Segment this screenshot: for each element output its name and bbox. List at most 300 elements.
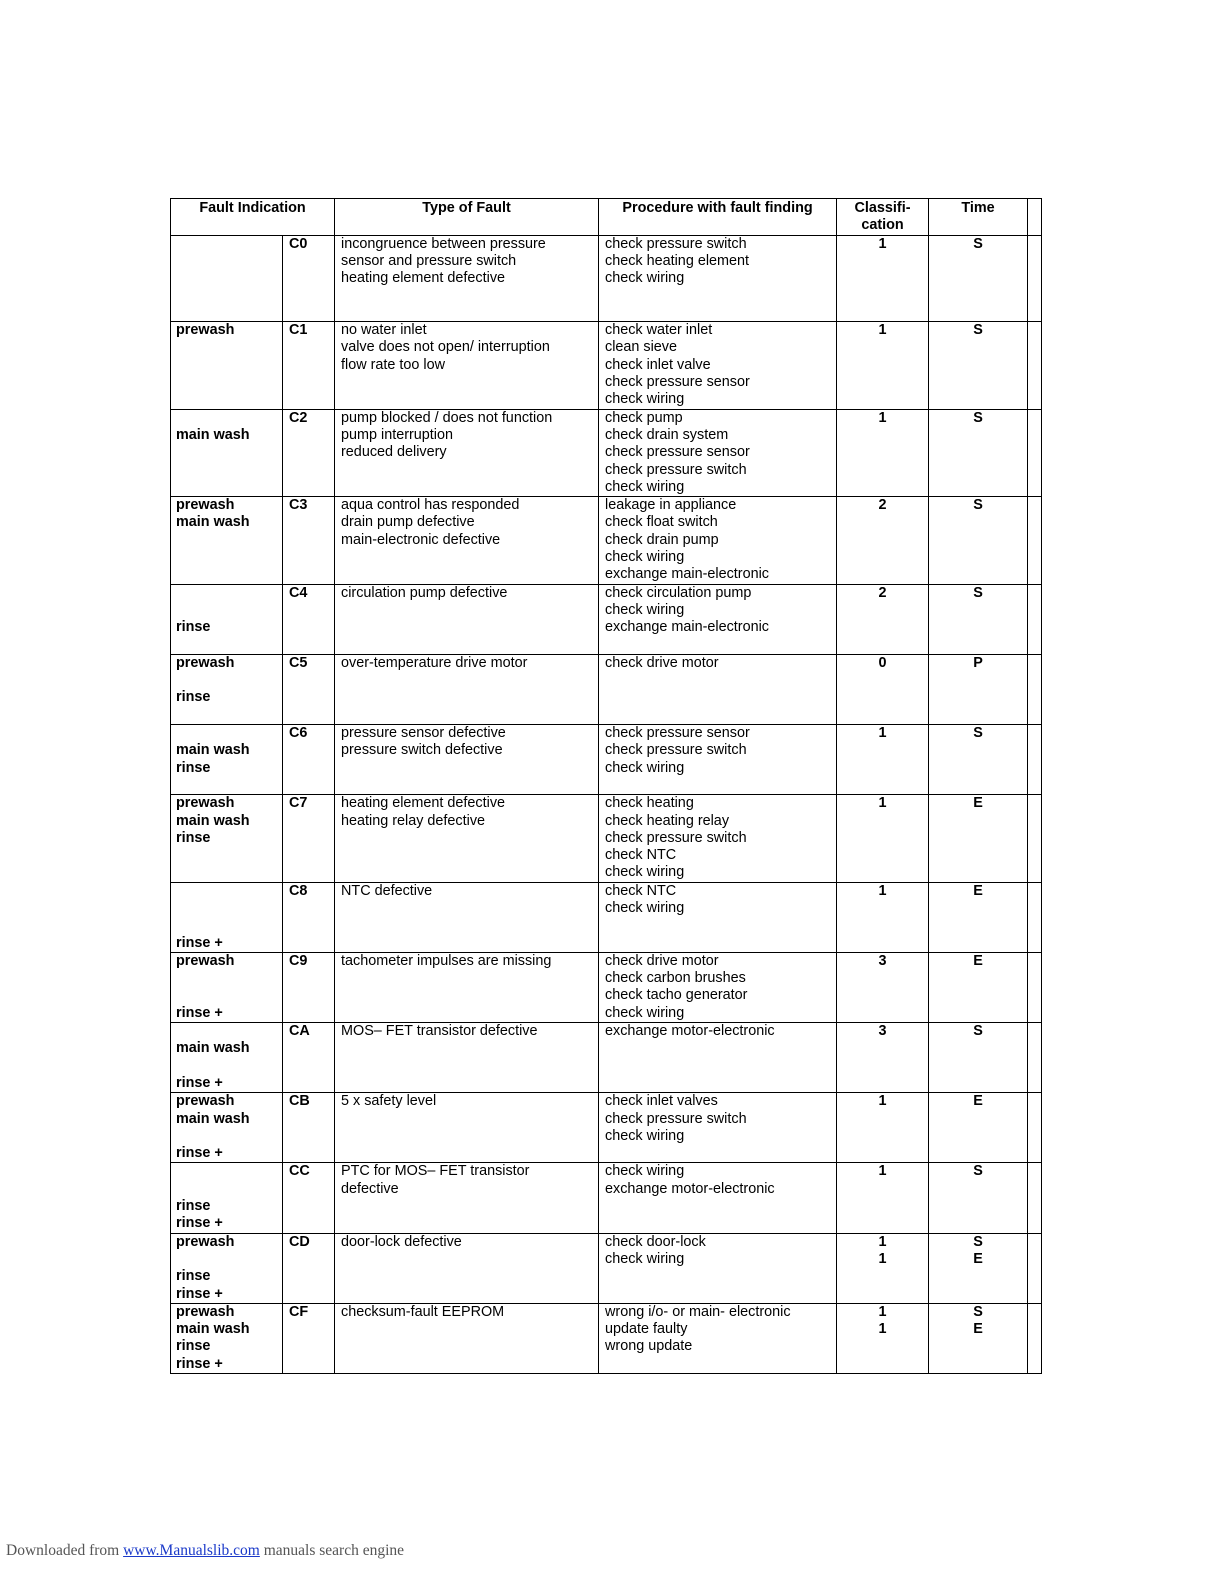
table-body — [171, 235, 1042, 1373]
time-cell — [929, 322, 1028, 409]
phase-label — [176, 287, 282, 304]
row-spacer — [1028, 1023, 1042, 1093]
phase-label — [176, 270, 282, 287]
phase-label: rinse + — [176, 1004, 223, 1021]
header-procedure: Procedure with fault finding — [599, 199, 837, 236]
procedure-line: check pressure sensor — [605, 725, 750, 742]
fault-code — [283, 795, 335, 882]
procedure-line: check wiring — [605, 1127, 685, 1144]
procedure-line: check heating element — [605, 252, 750, 269]
classification-value: 3 — [878, 952, 887, 969]
procedure-cell — [599, 952, 837, 1022]
procedure-line: clean sieve — [605, 339, 678, 356]
procedure-cell — [599, 1093, 837, 1163]
fault-line: sensor and pressure switch — [341, 252, 517, 269]
phase-label: prewash — [176, 322, 235, 339]
header-classification — [837, 199, 929, 236]
fault-code-label: C8 — [289, 882, 308, 899]
time-value: P — [973, 654, 983, 671]
classification-value: 0 — [878, 654, 887, 671]
type-of-fault-cell — [335, 1023, 599, 1093]
phase-label: rinse — [176, 1198, 211, 1215]
procedure-cell — [599, 1023, 837, 1093]
type-of-fault-cell — [335, 1303, 599, 1373]
table-row — [171, 584, 1042, 654]
table-row — [171, 725, 1042, 795]
procedure-line: check heating relay — [605, 812, 730, 829]
classification-value: 1 — [878, 235, 887, 252]
procedure-line: check float switch — [605, 514, 718, 531]
table-row — [171, 409, 1042, 496]
phase-label — [176, 1128, 282, 1145]
row-spacer — [1028, 1233, 1042, 1303]
procedure-line: check wiring — [605, 270, 685, 287]
phase-label: rinse + — [176, 1145, 223, 1162]
fault-phase-cell — [171, 497, 283, 584]
row-spacer — [1028, 409, 1042, 496]
classification-cell — [837, 1093, 929, 1163]
phase-label: prewash — [176, 795, 235, 812]
time-value: E — [973, 795, 983, 812]
procedure-line: check carbon brushes — [605, 970, 746, 987]
time-cell — [929, 654, 1028, 724]
classification-value: 1 — [878, 795, 887, 812]
fault-line: pump blocked / does not function — [341, 409, 553, 426]
table-row — [171, 654, 1042, 724]
time-value: S — [973, 1303, 983, 1320]
fault-phase-cell — [171, 409, 283, 496]
procedure-line: check pressure switch — [605, 829, 747, 846]
phase-label — [176, 637, 282, 654]
classification-value: 1 — [878, 882, 887, 899]
fault-code-label: CB — [289, 1093, 310, 1110]
classification-cell — [837, 322, 929, 409]
type-of-fault-cell — [335, 235, 599, 322]
procedure-line: check wiring — [605, 759, 685, 776]
row-spacer — [1028, 725, 1042, 795]
footer — [6, 1542, 404, 1560]
table-row — [171, 322, 1042, 409]
procedure-line: check inlet valves — [605, 1093, 718, 1110]
fault-phase-cell — [171, 1303, 283, 1373]
row-spacer — [1028, 795, 1042, 882]
fault-line: heating relay defective — [341, 812, 486, 829]
phase-label — [176, 602, 282, 619]
phase-label — [176, 444, 282, 461]
table-row — [171, 1233, 1042, 1303]
time-cell — [929, 584, 1028, 654]
fault-code — [283, 1163, 335, 1233]
row-spacer — [1028, 584, 1042, 654]
classification-cell — [837, 409, 929, 496]
phase-label — [176, 357, 282, 374]
fault-line: pressure switch defective — [341, 742, 503, 759]
procedure-cell — [599, 725, 837, 795]
phase-label — [176, 1181, 282, 1198]
procedure-line: check drain system — [605, 426, 729, 443]
time-cell — [929, 497, 1028, 584]
procedure-line: check wiring — [605, 864, 685, 881]
time-value: S — [973, 235, 983, 252]
fault-code-label: CA — [289, 1023, 310, 1040]
procedure-cell — [599, 1163, 837, 1233]
table-row — [171, 497, 1042, 584]
type-of-fault-cell — [335, 795, 599, 882]
procedure-line: exchange motor-electronic — [605, 1023, 775, 1040]
phase-label — [176, 707, 282, 724]
fault-line: reduced delivery — [341, 444, 447, 461]
phase-label — [176, 585, 282, 602]
fault-line: MOS– FET transistor defective — [341, 1023, 538, 1040]
fault-code — [283, 235, 335, 322]
fault-line: tachometer impulses are missing — [341, 952, 552, 969]
phase-label: prewash — [176, 654, 235, 671]
phase-label: rinse + — [176, 1355, 223, 1372]
table-row — [171, 1303, 1042, 1373]
fault-table — [170, 198, 1042, 1374]
time-value: S — [973, 1163, 983, 1180]
fault-code — [283, 409, 335, 496]
time-cell — [929, 1163, 1028, 1233]
procedure-cell — [599, 654, 837, 724]
phase-label — [176, 1058, 282, 1075]
procedure-line: check circulation pump — [605, 584, 752, 601]
phase-label — [176, 672, 282, 689]
classification-cell — [837, 1023, 929, 1093]
phase-label — [176, 725, 282, 742]
footer-suffix: manuals search engine — [259, 1542, 405, 1559]
procedure-line: check wiring — [605, 1250, 685, 1267]
footer-link[interactable]: www.Manualslib.com — [123, 1542, 260, 1559]
time-cell — [929, 795, 1028, 882]
phase-label — [176, 236, 282, 253]
phase-label: rinse + — [176, 1215, 223, 1232]
phase-label: rinse + — [176, 1285, 223, 1302]
phase-label: prewash — [176, 1093, 235, 1110]
type-of-fault-cell — [335, 654, 599, 724]
fault-phase-cell — [171, 1093, 283, 1163]
table-row — [171, 795, 1042, 882]
time-value: E — [973, 1250, 983, 1267]
time-value: S — [973, 1233, 983, 1250]
procedure-line: check NTC — [605, 847, 677, 864]
header-classification-line: Classifi- — [854, 200, 911, 216]
phase-label: rinse — [176, 619, 211, 636]
procedure-cell — [599, 322, 837, 409]
classification-cell — [837, 1303, 929, 1373]
phase-label — [176, 410, 282, 427]
type-of-fault-cell — [335, 725, 599, 795]
phase-label: rinse — [176, 829, 211, 846]
fault-line: drain pump defective — [341, 514, 475, 531]
fault-phase-cell — [171, 1163, 283, 1233]
fault-phase-cell — [171, 1023, 283, 1093]
type-of-fault-cell — [335, 1163, 599, 1233]
classification-value: 1 — [878, 409, 887, 426]
phase-label: rinse + — [176, 934, 223, 951]
row-spacer — [1028, 882, 1042, 952]
fault-phase-cell — [171, 322, 283, 409]
fault-code-label: C9 — [289, 952, 308, 969]
fault-code — [283, 322, 335, 409]
fault-code — [283, 1093, 335, 1163]
procedure-line: check pressure switch — [605, 235, 747, 252]
procedure-cell — [599, 235, 837, 322]
time-cell — [929, 235, 1028, 322]
table-row — [171, 235, 1042, 322]
procedure-line: check wiring — [605, 1004, 685, 1021]
type-of-fault-cell — [335, 1093, 599, 1163]
phase-label: prewash — [176, 1303, 235, 1320]
fault-phase-cell — [171, 1233, 283, 1303]
procedure-line: check drain pump — [605, 531, 719, 548]
table-row — [171, 882, 1042, 952]
classification-cell — [837, 952, 929, 1022]
type-of-fault-cell — [335, 882, 599, 952]
time-value: E — [973, 952, 983, 969]
footer-prefix: Downloaded from — [6, 1542, 124, 1559]
fault-phase-cell — [171, 725, 283, 795]
phase-label — [176, 339, 282, 356]
row-spacer — [1028, 322, 1042, 409]
classification-value: 1 — [878, 1303, 887, 1320]
procedure-line: check pressure switch — [605, 461, 747, 478]
classification-cell — [837, 1163, 929, 1233]
table-header-row — [171, 199, 1042, 236]
phase-label: main wash — [176, 1110, 250, 1127]
time-cell — [929, 725, 1028, 795]
type-of-fault-cell — [335, 1233, 599, 1303]
header-fault-indication: Fault Indication — [171, 199, 335, 236]
fault-code-label: C3 — [289, 497, 308, 514]
time-value: S — [973, 409, 983, 426]
procedure-line: wrong update — [605, 1338, 693, 1355]
phase-label: main wash — [176, 812, 250, 829]
type-of-fault-cell — [335, 322, 599, 409]
procedure-cell — [599, 1303, 837, 1373]
fault-phase-cell — [171, 584, 283, 654]
procedure-line: check pressure switch — [605, 1110, 747, 1127]
time-value: S — [973, 497, 983, 514]
phase-label — [176, 987, 282, 1004]
phase-label: main wash — [176, 742, 250, 759]
procedure-line: exchange main-electronic — [605, 619, 769, 636]
procedure-cell — [599, 409, 837, 496]
procedure-line: check wiring — [605, 899, 685, 916]
fault-line: circulation pump defective — [341, 584, 508, 601]
classification-cell — [837, 497, 929, 584]
procedure-cell — [599, 584, 837, 654]
table-row — [171, 1163, 1042, 1233]
phase-label — [176, 917, 282, 934]
time-cell — [929, 1303, 1028, 1373]
fault-code-label: C2 — [289, 409, 308, 426]
fault-code-label: C5 — [289, 654, 308, 671]
classification-cell — [837, 1233, 929, 1303]
procedure-line: check pressure sensor — [605, 444, 750, 461]
fault-line: 5 x safety level — [341, 1093, 437, 1110]
fault-line: defective — [341, 1180, 399, 1197]
fault-code — [283, 497, 335, 584]
phase-label: rinse + — [176, 1074, 223, 1091]
procedure-line: check wiring — [605, 1163, 685, 1180]
fault-code — [283, 584, 335, 654]
phase-label: rinse — [176, 759, 211, 776]
procedure-line: check water inlet — [605, 322, 713, 339]
procedure-line: check door-lock — [605, 1233, 706, 1250]
classification-cell — [837, 882, 929, 952]
time-cell — [929, 952, 1028, 1022]
fault-code — [283, 654, 335, 724]
classification-cell — [837, 654, 929, 724]
phase-label: main wash — [176, 426, 250, 443]
fault-line: heating element defective — [341, 270, 506, 287]
fault-code-label: C7 — [289, 795, 308, 812]
header-spacer — [1028, 199, 1042, 236]
phase-label: prewash — [176, 497, 235, 514]
classification-value: 1 — [878, 322, 887, 339]
fault-code — [283, 1303, 335, 1373]
phase-label — [176, 532, 282, 549]
fault-line: pressure sensor defective — [341, 725, 506, 742]
time-cell — [929, 1233, 1028, 1303]
header-time: Time — [929, 199, 1028, 236]
procedure-line: check pump — [605, 409, 683, 426]
procedure-line: leakage in appliance — [605, 497, 737, 514]
fault-line: aqua control has responded — [341, 497, 520, 514]
fault-code — [283, 882, 335, 952]
time-value: E — [973, 1093, 983, 1110]
header-type-of-fault: Type of Fault — [335, 199, 599, 236]
fault-line: main-electronic defective — [341, 531, 501, 548]
phase-label: rinse — [176, 1338, 211, 1355]
time-value: S — [973, 1023, 983, 1040]
fault-phase-cell — [171, 882, 283, 952]
classification-value: 1 — [878, 1250, 887, 1267]
phase-label — [176, 847, 282, 864]
type-of-fault-cell — [335, 584, 599, 654]
time-value: S — [973, 322, 983, 339]
fault-phase-cell — [171, 795, 283, 882]
row-spacer — [1028, 1303, 1042, 1373]
fault-line: PTC for MOS– FET transistor — [341, 1163, 530, 1180]
time-value: E — [973, 882, 983, 899]
fault-phase-cell — [171, 654, 283, 724]
fault-line: checksum-fault EEPROM — [341, 1303, 505, 1320]
phase-label: rinse — [176, 689, 211, 706]
fault-code — [283, 725, 335, 795]
classification-value: 3 — [878, 1023, 887, 1040]
classification-value: 1 — [878, 1321, 887, 1338]
fault-line: pump interruption — [341, 426, 454, 443]
procedure-line: check wiring — [605, 549, 685, 566]
table-row — [171, 952, 1042, 1022]
classification-cell — [837, 795, 929, 882]
type-of-fault-cell — [335, 497, 599, 584]
row-spacer — [1028, 235, 1042, 322]
procedure-line: check pressure sensor — [605, 374, 750, 391]
fault-phase-cell — [171, 952, 283, 1022]
phase-label: main wash — [176, 1321, 250, 1338]
phase-label: prewash — [176, 952, 235, 969]
phase-label — [176, 374, 282, 391]
phase-label — [176, 970, 282, 987]
classification-value: 1 — [878, 1093, 887, 1110]
procedure-cell — [599, 497, 837, 584]
procedure-line: check tacho generator — [605, 987, 748, 1004]
time-value: E — [973, 1321, 983, 1338]
phase-label: main wash — [176, 1040, 250, 1057]
phase-label — [176, 777, 282, 794]
procedure-line: wrong i/o- or main- electronic — [605, 1303, 791, 1320]
fault-code-label: C4 — [289, 584, 308, 601]
phase-label — [176, 462, 282, 479]
type-of-fault-cell — [335, 409, 599, 496]
procedure-line: check drive motor — [605, 654, 719, 671]
procedure-line: check wiring — [605, 601, 685, 618]
procedure-line: update faulty — [605, 1321, 688, 1338]
type-of-fault-cell — [335, 952, 599, 1022]
fault-code-label: C6 — [289, 725, 308, 742]
row-spacer — [1028, 1093, 1042, 1163]
phase-label — [176, 883, 282, 900]
time-cell — [929, 882, 1028, 952]
fault-line: heating element defective — [341, 795, 506, 812]
fault-line: door-lock defective — [341, 1233, 462, 1250]
fault-line: NTC defective — [341, 882, 433, 899]
fault-line: valve does not open/ interruption — [341, 339, 550, 356]
classification-value: 1 — [878, 1163, 887, 1180]
fault-line: incongruence between pressure — [341, 235, 546, 252]
fault-code-label: CD — [289, 1233, 310, 1250]
phase-label — [176, 1251, 282, 1268]
procedure-line: check heating — [605, 795, 694, 812]
procedure-line: check wiring — [605, 478, 685, 495]
classification-value: 2 — [878, 497, 887, 514]
classification-cell — [837, 235, 929, 322]
phase-label — [176, 900, 282, 917]
time-value: S — [973, 584, 983, 601]
phase-label: rinse — [176, 1268, 211, 1285]
procedure-line: exchange motor-electronic — [605, 1180, 775, 1197]
fault-code — [283, 1023, 335, 1093]
fault-line: flow rate too low — [341, 356, 445, 373]
row-spacer — [1028, 497, 1042, 584]
procedure-line: check NTC — [605, 882, 677, 899]
procedure-cell — [599, 795, 837, 882]
phase-label — [176, 1163, 282, 1180]
classification-value: 1 — [878, 1233, 887, 1250]
fault-phase-cell — [171, 235, 283, 322]
phase-label — [176, 549, 282, 566]
procedure-cell — [599, 1233, 837, 1303]
row-spacer — [1028, 1163, 1042, 1233]
phase-label — [176, 253, 282, 270]
procedure-line: check inlet valve — [605, 356, 711, 373]
fault-line: over-temperature drive motor — [341, 654, 528, 671]
fault-code — [283, 1233, 335, 1303]
table-row — [171, 1023, 1042, 1093]
procedure-line: check drive motor — [605, 952, 719, 969]
fault-code — [283, 952, 335, 1022]
procedure-line: check pressure switch — [605, 742, 747, 759]
time-value: S — [973, 725, 983, 742]
procedure-line: exchange main-electronic — [605, 566, 769, 583]
fault-line: no water inlet — [341, 322, 427, 339]
procedure-cell — [599, 882, 837, 952]
classification-value: 1 — [878, 725, 887, 742]
fault-code-label: C1 — [289, 322, 308, 339]
